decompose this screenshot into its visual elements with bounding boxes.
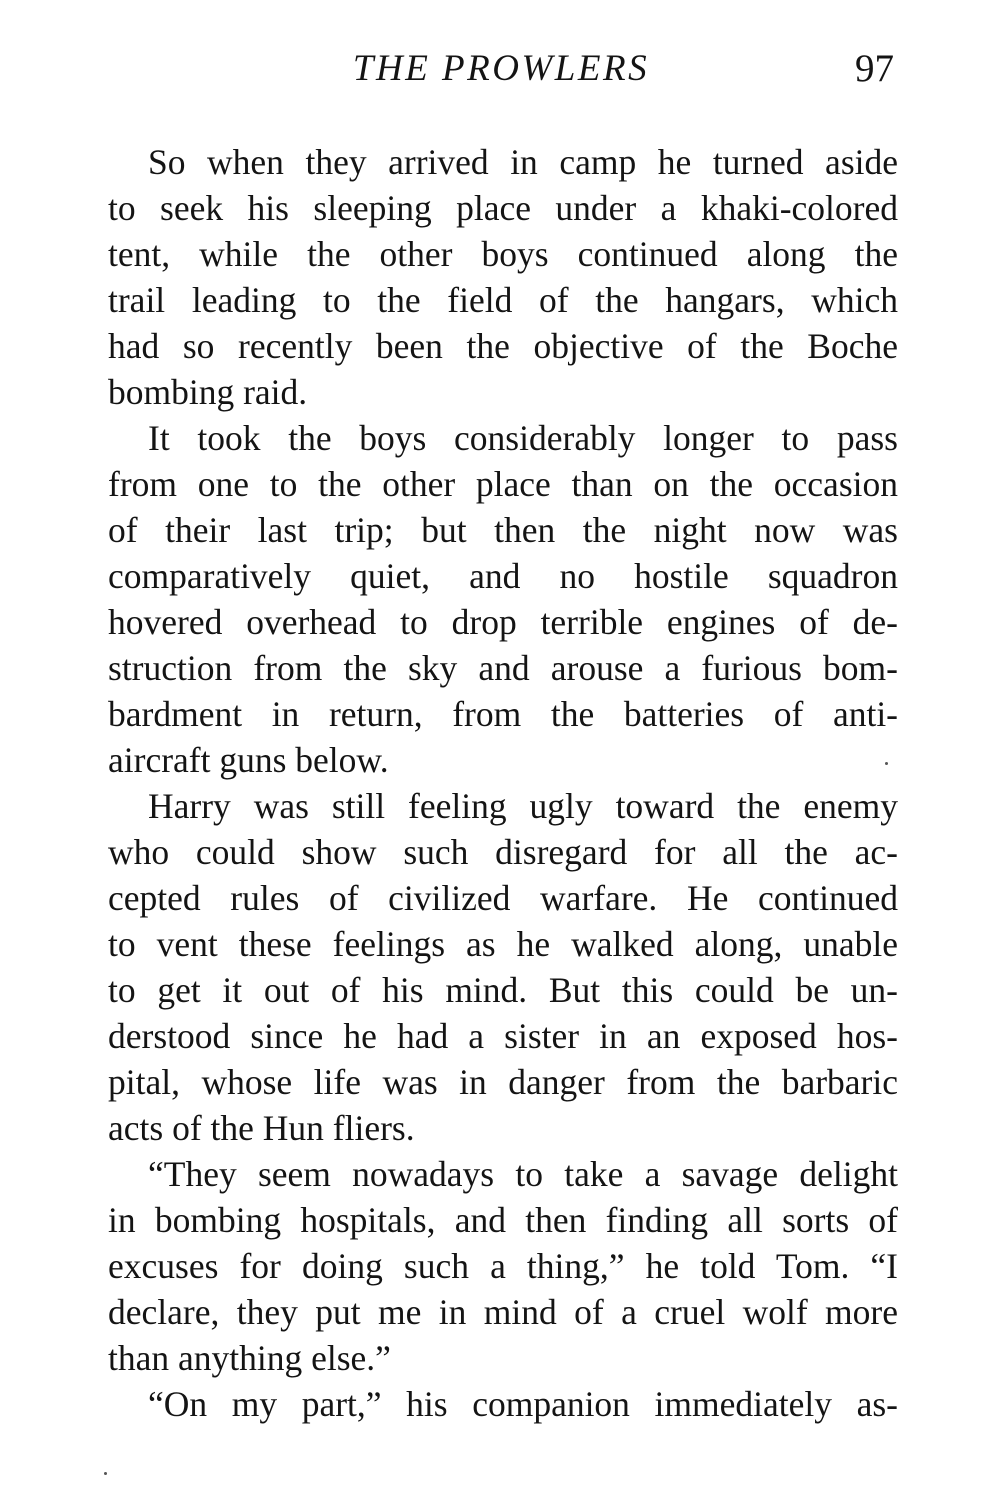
text-line: comparatively quiet, and no hostile squadron bbox=[108, 556, 898, 596]
text-line: It took the boys considerably longer to pass bbox=[148, 418, 898, 458]
page-number: 97 bbox=[855, 47, 894, 90]
running-head bbox=[108, 42, 894, 96]
text-line: who could show such disregard for all the ac- bbox=[108, 832, 898, 872]
text-line: to seek his sleeping place under a khaki-colored bbox=[108, 188, 898, 228]
text-line: struction from the sky and arouse a furious bom- bbox=[108, 648, 898, 688]
text-line: in bombing hospitals, and then finding all sorts of bbox=[108, 1200, 898, 1240]
text-line: cepted rules of civilized warfare. He continued bbox=[108, 878, 898, 918]
text-line: excuses for doing such a thing,” he told Tom. “I bbox=[108, 1246, 898, 1286]
text-line: to vent these feelings as he walked along, unable bbox=[108, 924, 898, 964]
text-line: declare, they put me in mind of a cruel wolf more bbox=[108, 1292, 898, 1332]
text-line: So when they arrived in camp he turned aside bbox=[148, 142, 898, 182]
scan-speck bbox=[104, 1472, 107, 1475]
text-line: hovered overhead to drop terrible engines of de- bbox=[108, 602, 898, 642]
text-line: acts of the Hun fliers. bbox=[108, 1108, 415, 1148]
text-line: “They seem nowadays to take a savage delight bbox=[148, 1154, 898, 1194]
text-line: than anything else.” bbox=[108, 1338, 391, 1378]
running-title: THE PROWLERS bbox=[352, 48, 650, 89]
text-line: bardment in return, from the batteries of anti- bbox=[108, 694, 898, 734]
text-line: of their last trip; but then the night now was bbox=[108, 510, 898, 550]
text-line: “On my part,” his companion immediately as- bbox=[148, 1384, 898, 1424]
scan-speck bbox=[885, 762, 888, 765]
text-line: trail leading to the field of the hangars, which bbox=[108, 280, 898, 320]
body-text bbox=[108, 139, 898, 1427]
text-line: Harry was still feeling ugly toward the enemy bbox=[148, 786, 898, 826]
text-line: had so recently been the objective of the Boche bbox=[108, 326, 898, 366]
text-line: to get it out of his mind. But this could be un- bbox=[108, 970, 898, 1010]
text-line: tent, while the other boys continued along the bbox=[108, 234, 898, 274]
text-line: pital, whose life was in danger from the barbaric bbox=[108, 1062, 898, 1102]
text-line: bombing raid. bbox=[108, 372, 308, 412]
text-line: derstood since he had a sister in an exposed hos- bbox=[108, 1016, 898, 1056]
text-line: from one to the other place than on the occasion bbox=[108, 464, 898, 504]
text-line: aircraft guns below. bbox=[108, 740, 389, 780]
